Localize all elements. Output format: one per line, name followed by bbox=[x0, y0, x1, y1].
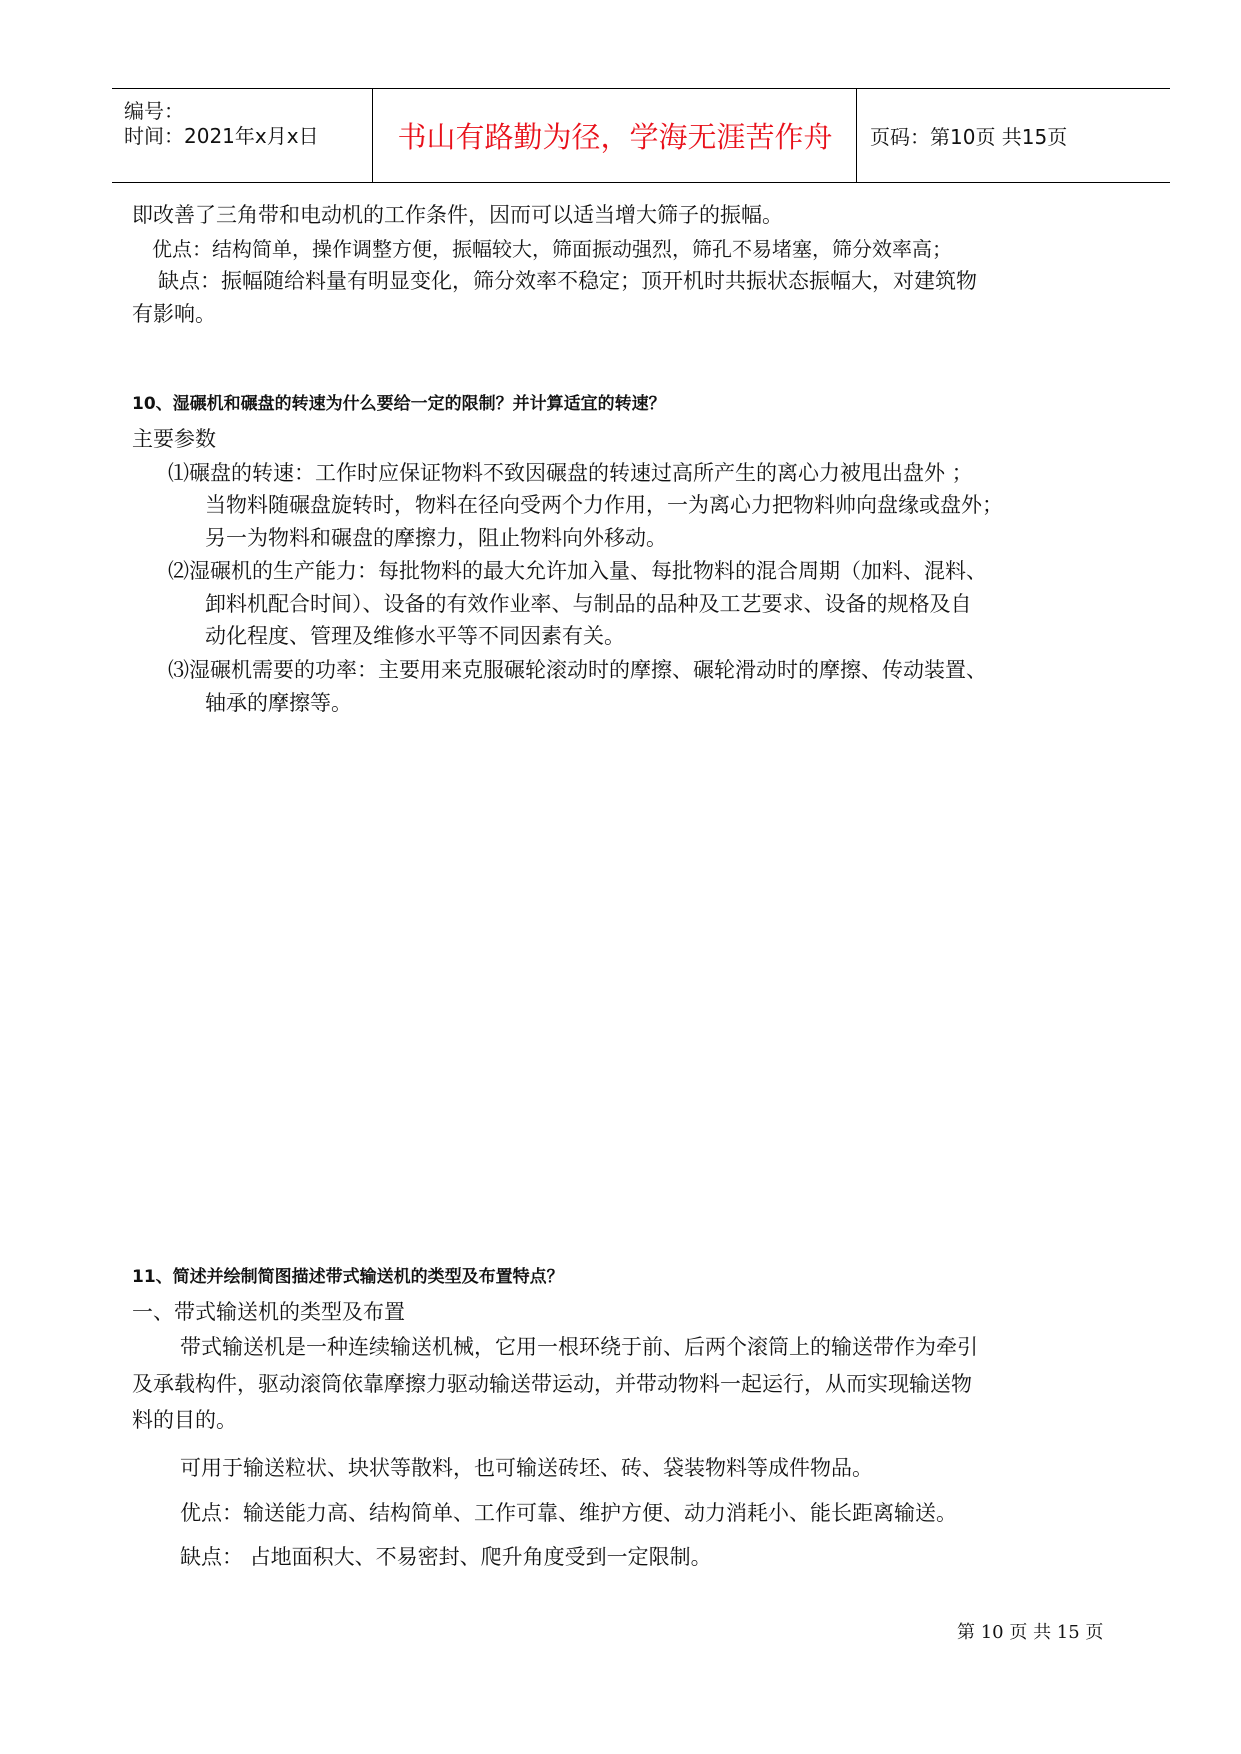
number-label: 编号： bbox=[124, 99, 184, 123]
header-motto: 书山有路勤为径，学海无涯苦作舟 bbox=[397, 120, 833, 154]
header-info-cell bbox=[112, 89, 372, 182]
time-label: 时间：2021年x月x日 bbox=[124, 124, 319, 148]
q11-para-1-line-3: 料的目的。 bbox=[132, 1408, 237, 1432]
question-10-title: 10、湿碾机和碾盘的转速为什么要给一定的限制？并计算适宜的转速？ bbox=[132, 394, 666, 414]
q11-advantages: 优点：输送能力高、结构简单、工作可靠、维护方便、动力消耗小、能长距离输送。 bbox=[180, 1501, 957, 1525]
q10-item-3-line-1: ⑶湿碾机需要的功率：主要用来克服碾轮滚动时的摩擦、碾轮滑动时的摩擦、传动装置、 bbox=[168, 658, 987, 682]
disadvantages-line-1: 缺点：振幅随给料量有明显变化，筛分效率不稳定；顶开机时共振状态振幅大，对建筑物 bbox=[158, 269, 977, 293]
q11-para-2: 可用于输送粒状、块状等散料，也可输送砖坯、砖、袋装物料等成件物品。 bbox=[180, 1456, 873, 1480]
header-divider-left bbox=[372, 89, 373, 182]
q10-item-2-line-2: 卸料机配合时间）、设备的有效作业率、与制品的品种及工艺要求、设备的规格及自 bbox=[205, 592, 972, 616]
header-page-info: 页码：第10页 共15页 bbox=[870, 125, 1068, 149]
q10-item-2-line-1: ⑵湿碾机的生产能力：每批物料的最大允许加入量、每批物料的混合周期（加料、混料、 bbox=[168, 559, 987, 583]
page-footer: 第 10 页 共 15 页 bbox=[957, 1622, 1104, 1643]
q10-item-1-line-1: ⑴碾盘的转速：工作时应保证物料不致因碾盘的转速过高所产生的离心力被甩出盘外 ； bbox=[168, 461, 973, 485]
disadvantages-line-2: 有影响。 bbox=[132, 302, 216, 326]
page-header-table bbox=[112, 88, 1170, 183]
q11-para-1-line-1: 带式输送机是一种连续输送机械，它用一根环绕于前、后两个滚筒上的输送带作为牵引 bbox=[180, 1335, 978, 1359]
question-11-title: 11、简述并绘制简图描述带式输送机的类型及布置特点？ bbox=[132, 1267, 564, 1287]
intro-line: 即改善了三角带和电动机的工作条件，因而可以适当增大筛子的振幅。 bbox=[132, 203, 783, 227]
advantages-text: 优点：结构简单，操作调整方便，振幅较大，筛面振动强烈，筛孔不易堵塞，筛分效率高； bbox=[152, 237, 952, 261]
question-11-subheading: 一、带式输送机的类型及布置 bbox=[132, 1300, 405, 1324]
q10-item-1-line-3: 另一为物料和碾盘的摩擦力，阻止物料向外移动。 bbox=[205, 526, 667, 550]
q10-item-2-line-3: 动化程度、管理及维修水平等不同因素有关。 bbox=[205, 624, 625, 648]
header-divider-right bbox=[856, 89, 857, 182]
q10-item-1-line-2: 当物料随碾盘旋转时，物料在径向受两个力作用，一为离心力把物料帅向盘缘或盘外； bbox=[205, 493, 1003, 517]
question-10-subheading: 主要参数 bbox=[132, 427, 216, 451]
q11-disadvantages: 缺点： 占地面积大、不易密封、爬升角度受到一定限制。 bbox=[180, 1545, 712, 1569]
q11-para-1-line-2: 及承载构件，驱动滚筒依靠摩擦力驱动输送带运动，并带动物料一起运行，从而实现输送物 bbox=[132, 1372, 972, 1396]
q10-item-3-line-2: 轴承的摩擦等。 bbox=[205, 691, 352, 715]
